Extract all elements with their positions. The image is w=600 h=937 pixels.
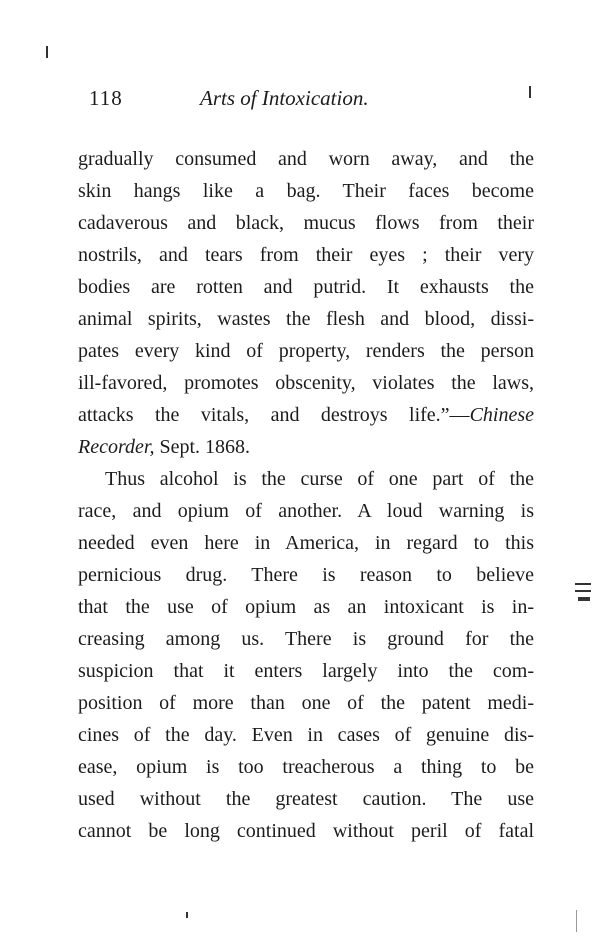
text-line: nostrils, and tears from their eyes ; their very (78, 244, 534, 266)
text-line (78, 399, 534, 431)
text-line: cannot be long continued without peril of fatal (78, 820, 534, 842)
scan-mark (575, 583, 591, 585)
text-line: position of more than one of the patent medi- (78, 692, 534, 714)
text-line: race, and opium of another. A loud warning is (78, 500, 534, 522)
scan-mark (576, 910, 577, 932)
text-line: cadaverous and black, mucus flows from their (78, 212, 534, 234)
scan-mark (578, 597, 590, 601)
text-line: animal spirits, wastes the flesh and blood, dissi- (78, 308, 534, 330)
text-line: creasing among us. There is ground for the (78, 628, 534, 650)
text-line (78, 431, 534, 463)
text-line: ease, opium is too treacherous a thing to be (78, 756, 534, 778)
text-line: suspicion that it enters largely into the com- (78, 660, 534, 682)
text-line: used without the greatest caution. The use (78, 788, 534, 810)
running-title: Arts of Intoxication. (200, 86, 369, 110)
publication-date: Sept. 1868. (154, 436, 251, 458)
text-line: needed even here in America, in regard to this (78, 532, 534, 554)
journal-title-part-1: Chinese (469, 404, 534, 426)
scan-mark (575, 590, 591, 592)
scan-mark (186, 912, 188, 918)
text-line: pernicious drug. There is reason to believe (78, 564, 534, 586)
journal-title-part-2: Recorder, (78, 436, 155, 458)
text-line: that the use of opium as an intoxicant is in- (78, 596, 534, 618)
text-line: cines of the day. Even in cases of genuine dis- (78, 724, 534, 746)
page-header (89, 86, 429, 116)
page-number: 118 (89, 86, 123, 110)
scan-mark (529, 86, 531, 98)
text-line: pates every kind of property, renders the person (78, 340, 534, 362)
text-line: skin hangs like a bag. Their faces become (78, 180, 534, 202)
text-line: Thus alcohol is the curse of one part of the (105, 468, 534, 490)
line-text: attacks the vitals, and destroys life.”— (78, 404, 470, 426)
text-line: gradually consumed and worn away, and the (78, 148, 534, 170)
text-body (78, 143, 534, 847)
scan-mark (46, 46, 48, 58)
text-line: bodies are rotten and putrid. It exhausts the (78, 276, 534, 298)
text-line: ill-favored, promotes obscenity, violates the laws, (78, 372, 534, 394)
